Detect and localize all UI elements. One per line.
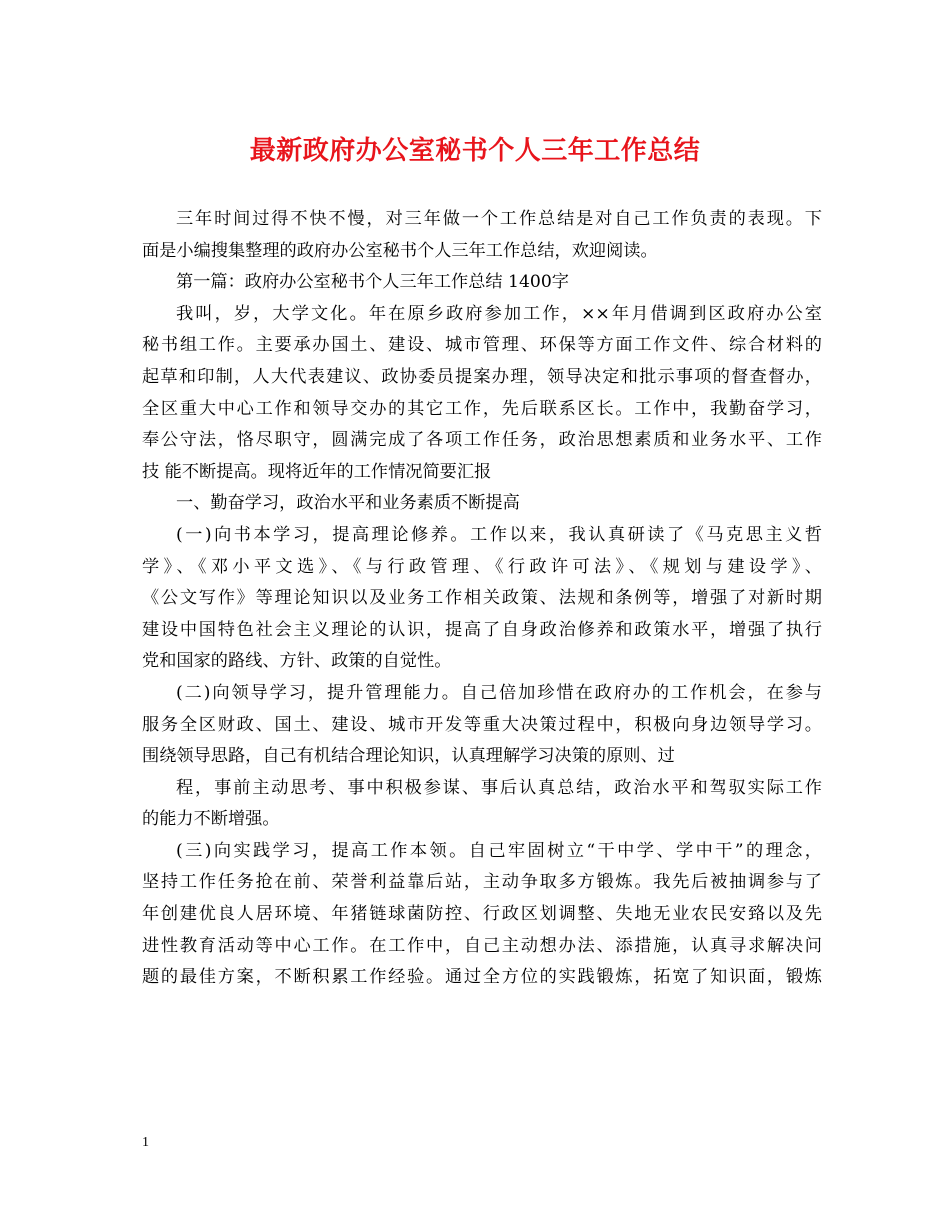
document-title: 最新政府办公室秘书个人三年工作总结 — [249, 136, 701, 166]
text-line: 题的最佳方案，不断积累工作经验。通过全方位的实践锻炼，拓宽了知识面，锻炼 — [142, 967, 822, 988]
text-line: 程，事前主动思考、事中积极参谋、事后认真总结，政治水平和驾驭实际工作 — [176, 777, 822, 798]
text-line: 围绕领导思路，自己有机结合理论知识，认真理解学习决策的原则、过 — [142, 746, 675, 767]
text-line: 第一篇：政府办公室秘书个人三年工作总结 1400字 — [176, 272, 569, 293]
text-line: 服务全区财政、国土、建设、城市开发等重大决策过程中，积极向身边领导学习。 — [142, 714, 822, 735]
text-line: 建设中国特色社会主义理论的认识，提高了自身政治修养和政策水平，增强了执行 — [142, 619, 822, 640]
text-line: 的能力不断增强。 — [142, 809, 280, 830]
text-line: 年创建优良人居环境、年猪链球菌防控、行政区划调整、失地无业农民安臵以及先 — [142, 904, 822, 925]
text-line: 学》、《邓小平文选》、《与行政管理、《行政许可法》、《规划与建设学》、 — [142, 556, 822, 577]
document-body — [142, 204, 822, 994]
text-line: 秘书组工作。主要承办国土、建设、城市管理、环保等方面工作文件、综合材料的 — [142, 335, 822, 356]
text-line: 面是小编搜集整理的政府办公室秘书个人三年工作总结，欢迎阅读。 — [142, 240, 658, 261]
text-line: (三)向实践学习，提高工作本领。自己牢固树立“干中学、学中干”的理念， — [176, 840, 822, 861]
page-number: 1 — [142, 1135, 149, 1150]
text-line: 坚持工作任务抢在前、荣誉利益靠后站，主动争取多方锻炼。我先后被抽调参与了 — [142, 872, 822, 893]
text-line: 技 能不断提高。现将近年的工作情况简要汇报 — [142, 461, 492, 482]
text-line: 奉公守法，恪尽职守，圆满完成了各项工作任务，政治思想素质和业务水平、工作 — [142, 430, 822, 451]
text-line: 进性教育活动等中心工作。在工作中，自己主动想办法、添措施，认真寻求解决问 — [142, 935, 822, 956]
text-line: 一、勤奋学习，政治水平和业务素质不断提高 — [176, 493, 520, 514]
text-line: 党和国家的路线、方针、政策的自觉性。 — [142, 651, 452, 672]
text-line: 起草和印制，人大代表建议、政协委员提案办理，领导决定和批示事项的督查督办， — [142, 366, 822, 387]
text-line: (一)向书本学习，提高理论修养。工作以来，我认真研读了《马克思主义哲 — [176, 524, 822, 545]
text-line: 三年时间过得不快不慢，对三年做一个工作总结是对自己工作负责的表现。下 — [176, 209, 822, 229]
text-line: 《公文写作》等理论知识以及业务工作相关政策、法规和条例等，增强了对新时期 — [142, 588, 822, 609]
text-line: (二)向领导学习，提升管理能力。自己倍加珍惜在政府办的工作机会，在参与 — [176, 682, 822, 703]
text-line: 我叫，岁，大学文化。年在原乡政府参加工作，××年月借调到区政府办公室 — [176, 303, 822, 324]
text-line: 全区重大中心工作和领导交办的其它工作，先后联系区长。工作中，我勤奋学习， — [142, 398, 822, 419]
